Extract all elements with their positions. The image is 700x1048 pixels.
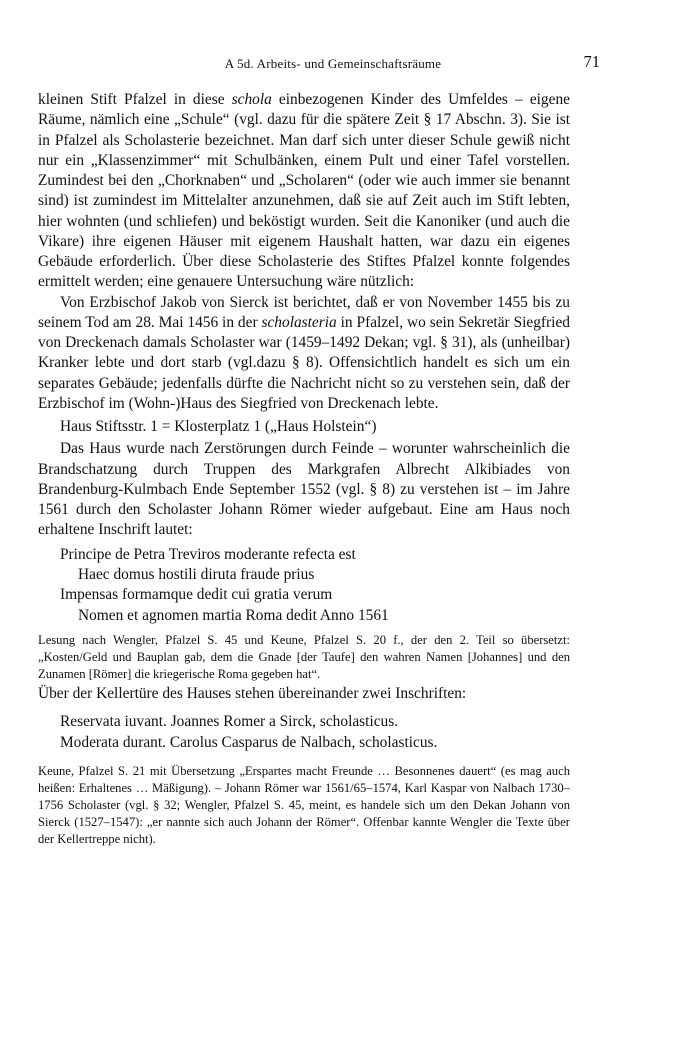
page-number: 71	[583, 52, 600, 71]
text-run: Von Erzbischof Jakob von Sierck ist berichtet, daß er von November 1455 bis zu seinem Tod am 28. Mai 1456 in der	[38, 293, 570, 331]
inscription-line: Reservata iuvant. Joannes Romer a Sirck, scholasticus.	[60, 713, 399, 731]
paragraph-erzbischof	[38, 293, 570, 415]
italic-term-scholasteria: scholasteria	[261, 313, 337, 331]
footnote-translation: Keune, Pfalzel S. 21 mit Übersetzung „Erspartes macht Freunde … Besonnenes dauert“ (es mag auch heißen: Erhaltenes … Mäßigung). – Johann Römer war 1561/65–1574, Karl Kaspar von Nalbach 1730–1756 Scholaster (vgl. § 32; Wengler, Pfalzel S. 45, meint, es handele sich um den Dekan Johann von Sierck (1527–1547): „er nannte sich auch Johann der Römer“. Offenbar kannte Wengler die Texte über der Kellertreppe nicht).	[38, 764, 570, 847]
running-title: A 5d. Arbeits- und Gemeinschaftsräume	[224, 56, 442, 71]
paragraph-cellar-door: Über der Kellertüre des Hauses stehen übereinander zwei Inschriften:	[38, 685, 467, 703]
poem-line: Principe de Petra Treviros moderante refecta est	[60, 545, 356, 563]
text-run: einbezogenen Kinder des Umfeldes – eigene Räume, nämlich eine „Schule“ (vgl. dazu für die spätere Zeit § 17 Abschn. 3). Sie ist in Pfalzel als Scholasterie bezeichnet. Man darf sich unter dieser Schule gewiß nicht nur ein „Klassenzimmer“ mit Schulbänken, einem Pult und einer Tafel vorstellen. Zumindest bei den „Chorknaben“ und „Scholaren“ (oder wie auch immer sie benannt sind) ist zumindest im Mittelalter anzunehmen, daß sie auf Zeit auch im Stift lebten, hier wohnten (und schliefen) und beköstigt wurden. Seit die Kanoniker (und auch die Vikare) ihre eigenen Häuser mit eigenem Haushalt hatten, war dazu ein eigenes Gebäude erforderlich. Über diese Scholasterie des Stiftes Pfalzel konnte folgendes ermittelt werden; eine genauere Untersuchung wäre nützlich:	[38, 91, 570, 291]
text-run: kleinen Stift Pfalzel in diese	[38, 91, 232, 108]
footnote-reading: Lesung nach Wengler, Pfalzel S. 45 und Keune, Pfalzel S. 20 f., der den 2. Teil so übersetzt: „Kosten/Geld und Bauplan gab, dem die Gnade [der Taufe] den wahren Namen [Johannes] und den Zunamen [Römer] die kriegerische Roma gegeben hat“.	[38, 633, 570, 682]
text-run: in Pfalzel, wo sein Sekretär Siegfried von Dreckenach damals Scholaster war (1459–1492 Dekan; vgl. § 31), als (unheilbar) Kranker lebte und dort starb (vgl.dazu § 8). Offensichtlich handelt es sich um ein separates Gebäude; jedenfalls dürfte die Nachricht nicht so zu verstehen sein, daß der Erzbischof im (Wohn-)Haus des Siegfried von Dreckenach lebte.	[38, 313, 570, 412]
poem-line: Haec domus hostili diruta fraude prius	[78, 565, 315, 583]
body-text	[38, 90, 570, 848]
house-heading: Haus Stiftsstr. 1 = Klosterplatz 1 („Haus Holstein“)	[60, 418, 377, 435]
inscription-poem	[38, 545, 570, 627]
poem-line: Nomen et agnomen martia Roma dedit Anno 1561	[78, 606, 389, 624]
poem-line: Impensas formamque dedit cui gratia verum	[60, 586, 333, 604]
cellar-inscriptions	[38, 712, 570, 753]
paragraph-rebuilding: Das Haus wurde nach Zerstörungen durch Feinde – worunter wahrscheinlich die Brandschatzung durch Truppen des Markgrafen Albrecht Alkibiades von Brandenburg-Kulmbach Ende September 1552 (vgl. § 8) zu verstehen ist – im Jahre 1561 durch den Scholaster Johann Römer wieder aufgebaut. Eine am Haus noch erhaltene Inschrift lautet:	[38, 440, 570, 539]
page-header	[66, 52, 600, 74]
italic-term-schola: schola	[231, 91, 272, 108]
inscription-line: Moderata durant. Carolus Casparus de Nalbach, scholasticus.	[60, 733, 438, 751]
paragraph-schola	[38, 90, 570, 293]
